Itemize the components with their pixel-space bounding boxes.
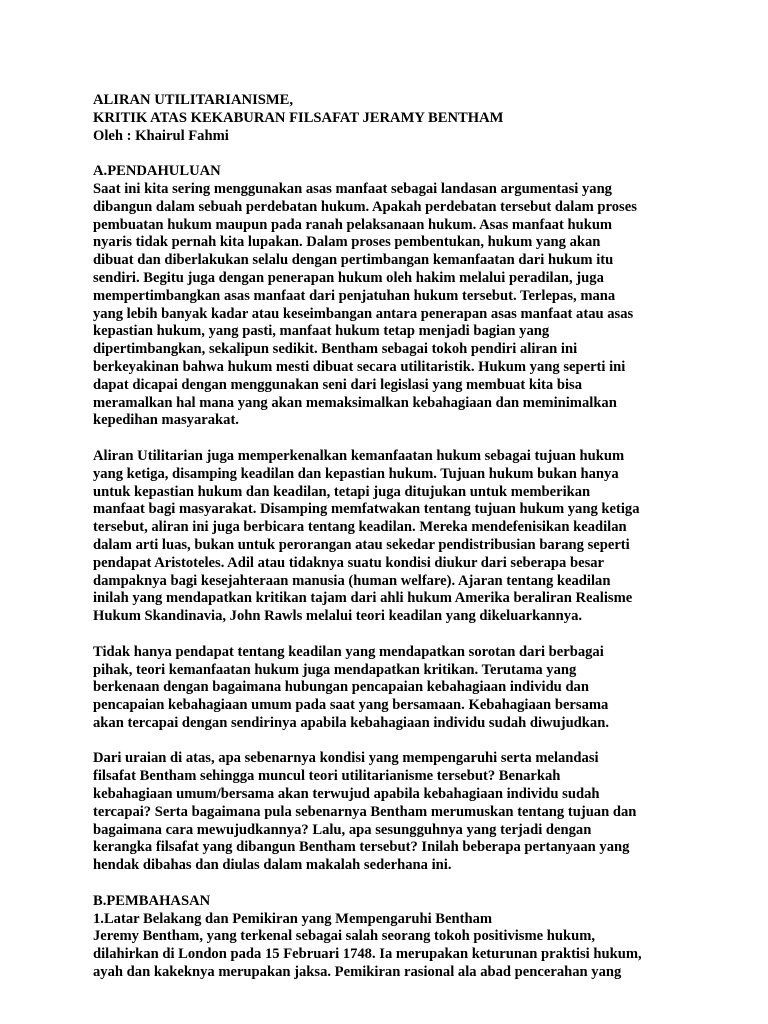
- paragraph-line: manfaat bagi masyarakat. Disamping memfatwakan tentang tujuan hukum yang ketiga: [93, 501, 640, 518]
- paragraph-line: hendak dibahas dan diulas dalam makalah sederhana ini.: [93, 857, 452, 874]
- paragraph-line: untuk kepastian hukum dan keadilan, tetapi juga ditujukan untuk memberikan: [93, 483, 591, 500]
- paragraph-line: kepedihan masyarakat.: [93, 412, 239, 429]
- spacer: [93, 626, 683, 644]
- paragraph-line: filsafat Bentham sehingga muncul teori utilitarianisme tersebut? Benarkah: [93, 768, 561, 785]
- document-title-line-2: KRITIK ATAS KEKABURAN FILSAFAT JERAMY BENTHAM: [93, 109, 504, 126]
- paragraph-line: pihak, teori kemanfaatan hukum juga mendapatkan kritikan. Terutama yang: [93, 661, 577, 678]
- document-title-line-1: ALIRAN UTILITARIANISME,: [93, 92, 294, 108]
- paragraph-line: ayah dan kakeknya merupakan jaksa. Pemikiran rasional ala abad pencerahan yang: [93, 964, 622, 981]
- paragraph-line: Aliran Utilitarian juga memperkenalkan kemanfaatan hukum sebagai tujuan hukum: [93, 447, 625, 464]
- paragraph-line: inilah yang mendapatkan kritikan tajam dari ahli hukum Amerika beraliran Realisme: [93, 590, 633, 607]
- paragraph-line: yang lebih banyak kadar atau keseimbangan antara penerapan asas manfaat atau asas: [93, 305, 634, 322]
- paragraph-line: Saat ini kita sering menggunakan asas manfaat sebagai landasan argumentasi yang: [93, 180, 612, 197]
- paragraph-line: pencapaian kebahagiaan umum pada saat yang bersamaan. Kebahagiaan bersama: [93, 697, 609, 714]
- paragraph-4: [93, 750, 683, 875]
- paragraph-line: dibuat dan diberlakukan selalu dengan pertimbangan kemanfaatan dari hukum itu: [93, 252, 614, 269]
- document-page: [93, 92, 683, 982]
- paragraph-5: [93, 928, 683, 981]
- paragraph-line: bagaimana cara mewujudkannya? Lalu, apa sesungguhnya yang terjadi dengan: [93, 821, 592, 838]
- paragraph-line: dalam arti luas, bukan untuk perorangan atau sekedar pendistribusian barang seperti: [93, 536, 630, 553]
- paragraph-2: [93, 448, 683, 626]
- paragraph-line: dilahirkan di London pada 15 Februari 1748. Ia merupakan keturunan praktisi hukum,: [93, 946, 642, 963]
- section-b-subheading: 1.Latar Belakang dan Pemikiran yang Mempengaruhi Bentham: [93, 910, 493, 927]
- paragraph-line: yang ketiga, disamping keadilan dan kepastian hukum. Tujuan hukum bukan hanya: [93, 465, 619, 482]
- paragraph-line: kerangka filsafat yang dibangun Bentham tersebut? Inilah beberapa pertanyaan yang: [93, 839, 630, 856]
- paragraph-3: [93, 644, 683, 733]
- paragraph-line: dampaknya bagi kesejahteraan manusia (human welfare). Ajaran tentang keadilan: [93, 572, 611, 589]
- paragraph-line: sendiri. Begitu juga dengan penerapan hukum oleh hakim melalui peradilan, juga: [93, 269, 604, 286]
- paragraph-line: pendapat Aristoteles. Adil atau tidaknya suatu kondisi diukur dari seberapa besar: [93, 554, 605, 571]
- paragraph-line: berkeyakinan bahwa hukum mesti dibuat secara utilitaristik. Hukum yang seperti ini: [93, 358, 626, 375]
- paragraph-line: kebahagiaan umum/bersama akan terwujud apabila kebahagiaan individu sudah: [93, 786, 600, 803]
- author-line: Oleh : Khairul Fahmi: [93, 127, 229, 144]
- paragraph-line: Jeremy Bentham, yang terkenal sebagai salah seorang tokoh positivisme hukum,: [93, 928, 596, 945]
- paragraph-line: dipertimbangkan, sekalipun sedikit. Bentham sebagai tokoh pendiri aliran ini: [93, 341, 578, 358]
- paragraph-line: Hukum Skandinavia, John Rawls melalui teori keadilan yang dikeluarkannya.: [93, 608, 583, 625]
- section-a-heading: A.PENDAHULUAN: [93, 163, 221, 180]
- paragraph-line: mempertimbangkan asas manfaat dari penjatuhan hukum tersebut. Terlepas, mana: [93, 287, 616, 304]
- paragraph-line: kepastian hukum, yang pasti, manfaat hukum tetap menjadi bagian yang: [93, 323, 550, 340]
- paragraph-line: akan tercapai dengan sendirinya apabila kebahagiaan individu sudah diwujudkan.: [93, 714, 609, 731]
- paragraph-line: berkenaan dengan bagaimana hubungan pencapaian kebahagiaan individu dan: [93, 679, 589, 696]
- section-b-heading: B.PEMBAHASAN: [93, 892, 211, 909]
- paragraph-line: Dari uraian di atas, apa sebenarnya kondisi yang mempengaruhi serta melandasi: [93, 750, 599, 767]
- spacer: [93, 875, 683, 893]
- paragraph-line: meramalkan hal mana yang akan memaksimalkan kebahagiaan dan meminimalkan: [93, 394, 617, 411]
- spacer: [93, 145, 683, 163]
- paragraph-line: nyaris tidak pernah kita lupakan. Dalam proses pembentukan, hukum yang akan: [93, 234, 601, 251]
- paragraph-line: dibangun dalam sebuah perdebatan hukum. Apakah perdebatan tersebut dalam proses: [93, 198, 637, 215]
- paragraph-line: Tidak hanya pendapat tentang keadilan yang mendapatkan sorotan dari berbagai: [93, 643, 604, 660]
- paragraph-line: dapat dicapai dengan menggunakan seni dari legislasi yang membuat kita bisa: [93, 376, 582, 393]
- paragraph-line: pembuatan hukum maupun pada ranah pelaksanaan hukum. Asas manfaat hukum: [93, 216, 613, 233]
- spacer: [93, 430, 683, 448]
- paragraph-line: tersebut, aliran ini juga berbicara tentang keadilan. Mereka mendefenisikan keadilan: [93, 519, 627, 536]
- spacer: [93, 733, 683, 751]
- paragraph-line: tercapai? Serta bagaimana pula sebenarnya Bentham merumuskan tentang tujuan dan: [93, 803, 637, 820]
- paragraph-1: [93, 181, 683, 430]
